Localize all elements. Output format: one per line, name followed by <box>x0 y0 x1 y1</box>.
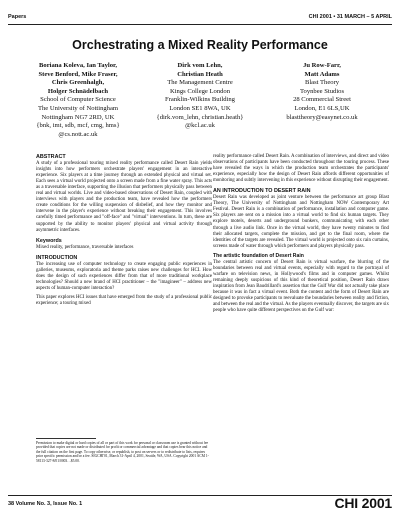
author-block <box>18 62 382 139</box>
affiliation-line: School of Computer Science <box>40 96 116 104</box>
running-header-left: Papers <box>8 14 27 20</box>
paper-title: Orchestrating a Mixed Reality Performance <box>72 38 328 52</box>
section-heading-keywords: Keywords <box>36 237 62 244</box>
affiliation-line: {bnk, imt, sdb, mcf, cmg, hms} <box>36 122 120 130</box>
affiliation-line: blasttheory@easynet.co.uk <box>286 113 358 121</box>
right-text-column <box>213 154 389 317</box>
copyright-notice <box>36 438 212 463</box>
body-paragraph: This paper explores HCI issues that have emerged from the study of a professional public experience; a touring mixed <box>36 294 212 307</box>
affiliation-line: Nottingham NG7 2RD, UK <box>41 113 115 121</box>
affiliation-line: London SE1 8WA, UK <box>169 104 231 112</box>
author-names-line: Boriana Koleva, Ian Taylor, <box>39 62 117 69</box>
body-paragraph: The central artistic concern of Desert Rain is virtual warfare, the blurring of the boundaries between real and virtual events, especially with regard to the portrayal of warfare on television news, in Hollywood's films and in computer games. Whilst remaining deeply suspicious of this kind of theoretical position, Desert Rain draws inspiration from Jean Baudrillard's assertion that the Gulf War did not actually take place because it was in fact a virtual event. Both the content and the form of Desert Rain are designed to provoke participants to reevaluate the boundaries between reality and fiction, and between the real and the virtual. As the players eventually discover, the targets are six people who have quite different perspectives on the Gulf war: <box>213 259 389 314</box>
affiliation-line: London, E1 6LS,UK <box>294 104 350 112</box>
affiliation-line: @cs.nott.ac.uk <box>58 130 98 138</box>
section-heading-abstract: ABSTRACT <box>36 154 66 160</box>
affiliation-line: Blast Theory <box>304 79 340 87</box>
copyright-text: Permission to make digital or hard copies of all or part of this work for personal or classroom use is granted without fee provided that copies are not made or distributed for profit or commercial advantage and that copies bear this notice and the full citation on the first page. To copy otherwise, or republish, to post on servers or to redistribute to lists, requires prior specific permission and/or a fee. SIGCHI'01, March 31-April 4, 2001, Seattle, WA, USA. Copyright 2001 ACM 1-58113-327-8/01/0003…$5.00. <box>36 441 209 463</box>
affiliation-line: 28 Commercial Street <box>293 96 351 104</box>
body-paragraph: reality performance called Desert Rain. A combination of interviews, and direct and video observations of participants have been conducted throughout the touring process. These have revealed the ways in which the production team orchestrates the participants' experience, especially how the design of Desert Rain affords different opportunities of monitoring and subtly intervening in this experience without disrupting their engagement. <box>213 154 389 184</box>
author-names-line: Holger Schnädelbach <box>47 87 109 95</box>
header-rule <box>8 24 392 25</box>
affiliation-line: Toynbee Studios <box>299 87 345 95</box>
keywords-paragraph: Mixed reality, performance, traversable interfaces <box>36 244 134 250</box>
author-names-line: Dirk vom Lehn, <box>177 62 223 69</box>
section-heading-desert-rain: AN INTRODUCTION TO DESERT RAIN <box>213 188 311 195</box>
subsection-heading-artistic-foundation: The artistic foundation of Desert Rain <box>213 252 304 259</box>
author-names-line: Matt Adams <box>304 70 340 78</box>
author-group-blast-theory <box>262 62 382 139</box>
footnote-rule <box>36 438 96 439</box>
section-heading-introduction: INTRODUCTION <box>36 254 78 261</box>
body-paragraph: Desert Rain was developed as joint venture between the performance art group Blast Theory, The University of Nottingham and Nottingham NOW Contemporary Art Festival. Desert Rain is a combination of performance, installation and computer game. Six players are sent on a mission into a virtual world to find six human targets. They explore motels, deserts and underground bunkers, communicating with each other through a live audio link. Once in the virtual world, they have twenty minutes to find their allocated targets, complete the mission, and get to the final room, where the identities of the targets are revealed. The virtual world is projected onto six rain curtains, screens made of water through which performers and players physically pass. <box>213 195 389 249</box>
running-header-right: CHI 2001 • 31 MARCH – 5 APRIL <box>308 14 392 20</box>
affiliation-line: Kings College London <box>169 87 231 95</box>
author-group-nottingham <box>18 62 138 139</box>
conference-logo-text: CHI 2001 <box>334 495 392 511</box>
author-names-line: Ju Row-Farr, <box>303 62 341 69</box>
affiliation-line: The University of Nottingham <box>37 104 119 112</box>
author-group-kcl <box>140 62 260 139</box>
page-number-volume: 38 Volume No. 3, Issue No. 1 <box>8 501 83 507</box>
affiliation-line: Franklin-Wilkins Building <box>165 96 235 104</box>
left-text-column <box>36 154 212 310</box>
affiliation-line: {dirk.vom_lehn, christian.heath} <box>156 113 244 121</box>
affiliation-line: @kcl.ac.uk <box>185 122 215 130</box>
affiliation-line: The Management Centre <box>167 79 233 87</box>
author-names-line: Steve Benford, Mike Fraser, <box>38 70 118 78</box>
author-names-line: Christian Heath <box>177 70 223 78</box>
abstract-paragraph: A study of a professional touring mixed reality performance called Desert Rain yields insights into how performers orchestrate players' engagement in an interactive experience. Six players at a time journey through an extended physical and virtual set. Each sees a virtual world projected onto a screen made from a fine water spray. This acts as a traversable interface, supporting the illusion that performers physically pass between real and virtual worlds. Live and video-based observations of Desert Rain, coupled with interviews with players and the production team, have revealed how the performers create conditions for the willing suspension of disbelief, and how they monitor and intervene in the player's experience without breaking their engagement. This involves carefully timed performance and "off-face" and "virtual" interventions. In turn, these are supported by the ability to monitor players' physical and virtual activity through asymmetric interfaces. <box>36 161 212 233</box>
author-names-line: Chris Greenhalgh, <box>51 79 105 87</box>
body-paragraph: The increasing use of computer technology to create engaging public experiences in galleries, museums, exploratoria and theme parks raises new challenges for HCI. How does the design of such experiences differ from that of more traditional workplace technologies? Should a new brand of HCI practitioner – the "imagineer" – address new aspects of human-computer interaction? <box>36 261 212 291</box>
